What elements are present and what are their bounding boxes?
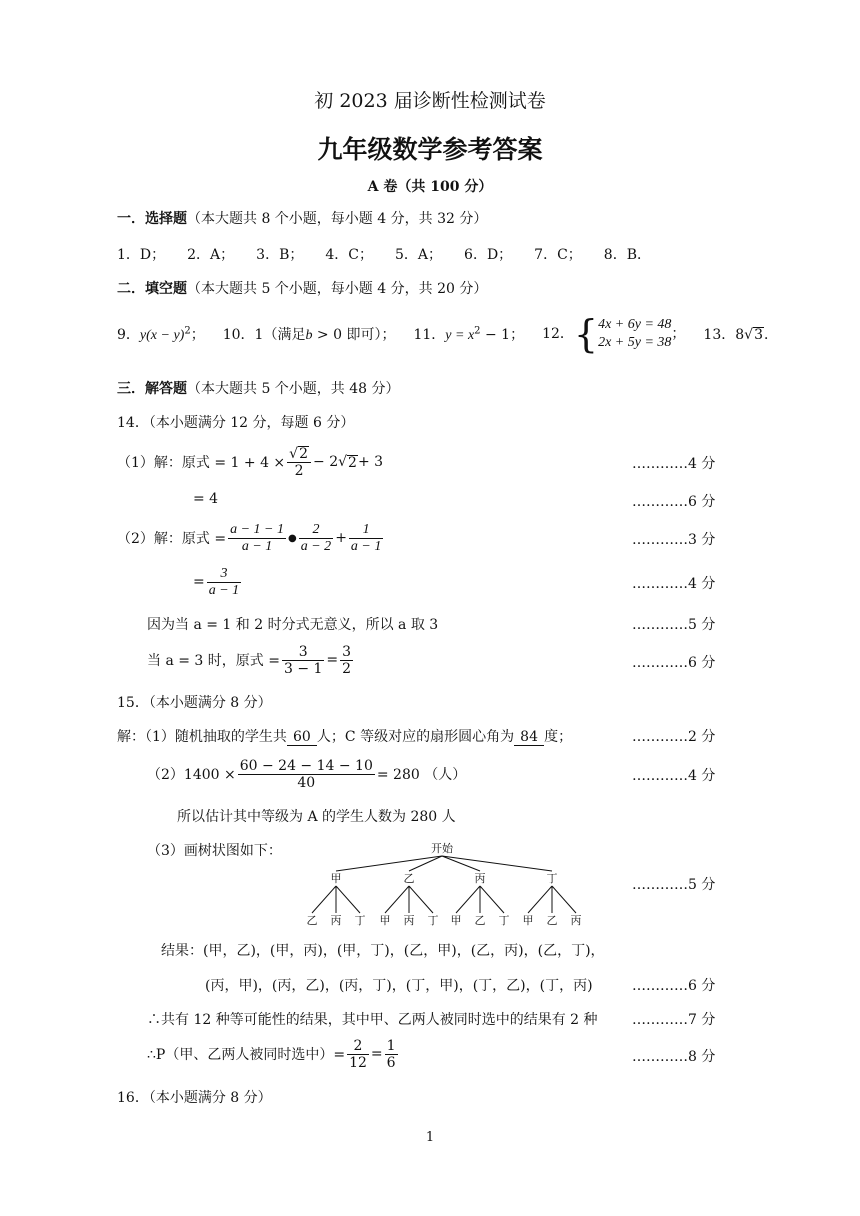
q14-part2-line3: 因为当 a = 1 和 2 时分式无意义，所以 a 取 3 (147, 617, 439, 633)
volume-label: A 卷（共 100 分） (367, 179, 493, 195)
tree-branch (312, 886, 336, 913)
tree-leaf: 丙 (330, 914, 342, 927)
page-number: 1 (425, 1130, 435, 1145)
q14-p1-score-2: …………6 分 (632, 494, 716, 510)
q15-score-6: …………8 分 (632, 1049, 716, 1065)
tree-leaf: 丁 (427, 914, 439, 927)
tree-branch (552, 886, 576, 913)
section-choice-heading (117, 208, 487, 228)
tree-branch (480, 886, 504, 913)
q16-heading: 16．（本小题满分 8 分） (117, 1090, 272, 1106)
choice-answer-8: 8．B． (603, 247, 651, 263)
q9-answer: 9．$y(x - y)^2$； (117, 325, 205, 343)
tree-diagram (290, 838, 600, 934)
section-solution-heading (117, 378, 400, 398)
choice-answer-4: 4．C； (325, 247, 373, 263)
tree-node: 丙 (474, 872, 486, 885)
tree-root: 开始 (431, 842, 453, 855)
tree-branch (456, 886, 480, 913)
tree-leaf: 甲 (379, 914, 391, 927)
q13-answer: 13．8√3． (703, 327, 779, 343)
tree-leaf: 甲 (522, 914, 534, 927)
q15-step1: 解：（1）随机抽取的学生共 60 人；C 等级对应的扇形圆心角为 84 度； (117, 729, 573, 745)
section-title: 三．解答题 (117, 381, 187, 397)
tree-leaf: 丙 (570, 914, 582, 927)
choice-answer-2: 2．A； (187, 247, 235, 263)
choice-answer-3: 3．B； (256, 247, 304, 263)
fill-answers (117, 312, 778, 356)
choice-answers (117, 244, 673, 264)
section-note: （本大题共 5 个小题，共 48 分） (187, 381, 400, 397)
tree-node: 乙 (403, 872, 415, 885)
q15-score-4: …………6 分 (632, 978, 716, 994)
main-title: 九年级数学参考答案 (317, 135, 543, 164)
q15-score-5: …………7 分 (632, 1012, 716, 1028)
q14-part2-line2: = $\frac{3}{a - 1}$ (193, 565, 240, 598)
section-title: 二．填空题 (117, 281, 187, 297)
tree-branch (336, 886, 360, 913)
q14-heading: 14．（本小题满分 12 分，每题 6 分） (117, 415, 355, 431)
choice-answer-6: 6．D； (464, 247, 513, 263)
section-note: （本大题共 8 个小题，每小题 4 分，共 32 分） (187, 211, 488, 227)
q15-step2: （2）1400 × $\frac{60 - 24 - 14 - 10}{40}$ = 280 （人） (147, 757, 467, 791)
q14-p2-score-4: …………6 分 (632, 655, 716, 671)
tree-node: 丁 (546, 872, 558, 885)
q15-score-2: …………4 分 (632, 768, 716, 784)
tree-leaf: 乙 (306, 914, 318, 927)
q15-step2-conclusion: 所以估计其中等级为 A 的学生人数为 280 人 (177, 809, 456, 825)
q15-results-line2: (丙，甲)，(丙，乙)，(丙，丁)，(丁，甲)，(丁，乙)，(丁，丙) (205, 978, 593, 994)
q15-score-1: …………2 分 (632, 729, 716, 745)
q15-conclusion-2: ∴P（甲、乙两人被同时选中）= $\frac{2}{12}$ = $\frac{1}{6}$ (147, 1037, 396, 1071)
q14-part2-line4: 当 a = 3 时，原式 = $\frac{3}{3 - 1}$ = $\frac{3}{2}$ (147, 643, 352, 677)
q14-part1-line1: （1）解：原式 = 1 + 4 × $\frac{√2}{2}$ − 2 √ 2 + 3 (117, 445, 384, 479)
exam-title: 初 2023 届诊断性检测试卷 (314, 90, 546, 112)
q14-p1-score-1: …………4 分 (632, 456, 716, 472)
section-title: 一．选择题 (117, 211, 187, 227)
q10-answer: 10．1（满足b > 0 即可）； (222, 327, 396, 343)
tree-leaf: 乙 (546, 914, 558, 927)
q15-step3-heading: （3）画树状图如下： (147, 843, 282, 859)
tree-leaf: 丙 (403, 914, 415, 927)
tree-branch (442, 856, 552, 871)
tree-branch (528, 886, 552, 913)
tree-leaf: 丁 (354, 914, 366, 927)
tree-branch (409, 886, 433, 913)
q14-part1-line2: = 4 (193, 491, 219, 507)
q12-answer: 12．{ 4x + 6y = 48 2x + 5y = 38 ； (542, 312, 686, 356)
tree-node: 甲 (330, 872, 342, 885)
q14-p2-score-3: …………5 分 (632, 617, 716, 633)
q15-heading: 15．（本小题满分 8 分） (117, 695, 272, 711)
q15-conclusion-1: ∴共有 12 种等可能性的结果，其中甲、乙两人被同时选中的结果有 2 种 (147, 1012, 598, 1028)
choice-answer-7: 7．C； (534, 247, 582, 263)
q14-part2-line1: （2）解：原式 = $\frac{a - 1 - 1}{a - 1}$ ● $\frac{2}{a - 2}$ + $\frac{1}{a - 1}$ (117, 521, 382, 554)
tree-leaf: 甲 (450, 914, 462, 927)
q11-answer: 11．$y = x^2 - 1$； (413, 325, 525, 343)
choice-answer-1: 1．D； (117, 247, 166, 263)
section-fill-heading (117, 278, 487, 298)
choice-answer-5: 5．A； (395, 247, 443, 263)
tree-leaf: 丁 (498, 914, 510, 927)
q15-results-line1: 结果：(甲，乙)，(甲，丙)，(甲，丁)，(乙，甲)，(乙，丙)，(乙，丁)， (161, 943, 605, 959)
q15-score-3: …………5 分 (632, 877, 716, 893)
tree-branch (385, 886, 409, 913)
q14-p2-score-1: …………3 分 (632, 532, 716, 548)
tree-leaf: 乙 (474, 914, 486, 927)
q14-p2-score-2: …………4 分 (632, 576, 716, 592)
section-note: （本大题共 5 个小题，每小题 4 分，共 20 分） (187, 281, 488, 297)
